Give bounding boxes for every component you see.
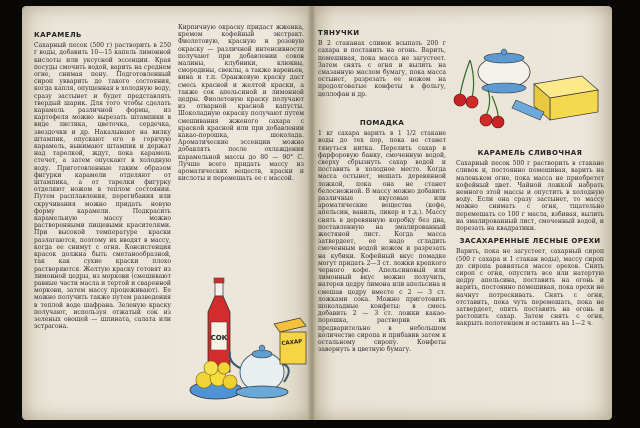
caramel-text: Сахарный песок (500 г) растворить в 250 г воды, добавить 10—15 капель лимонной кислоты или уксусной эссенции. Края посуды смочить водой, варить на среднем огне, снимая пену. Подготовленный сироп увварить до такого состояния, когда капля, опущенная в холодную воду, сразу застынет и будет представлять твердый шарик. Для того чтобы сделать карамель различной формы, из картофеля можно вырезать штампики в виде листика, цветочка, сердечка, звездочки и др. Накалывают на вилку штампик, опускают его в горячую карамель, вынимают штампик и держат над тарелкой, ждут, пока карамель стечет, а затем опускают в холодную воду. Приготовленные таким образом фигурки карамели отделяют от штампика, а от тарелки фигурку отделяют ножом в теплом состоянии. Путем расплавления, перегибания или скручивания можно придать новую форму карамели. Подкрасить карамельную массу можно растворенными пищевыми красителями. При высокой температуре краски разлагаются, поэтому их вводят в массу, когда ее снимут с огня. Консистенция красок должна быть сметанообразной, так как сухие краски плохо растворяются. Желтую краску готовят из лимонной цедры, из моркови (смешивают равные части масла и тертой и сваренной моркови, затем массу процеживают). Ее можно получить также путем разведения в теплой воде шафрана. Зеленую краску получают, используя отжатый сок из зеленых овощей — шпината, салата или эстрагона. bbox=[34, 42, 171, 331]
sugar-box-label: САХАР bbox=[281, 338, 303, 348]
plate-of-oranges-icon bbox=[190, 361, 242, 399]
left-column-1 bbox=[34, 32, 171, 412]
sugar-bowl-icon bbox=[478, 49, 530, 93]
right-column-1b bbox=[318, 120, 446, 412]
sugar-box-icon bbox=[274, 318, 306, 364]
tyanuchki-heading: ТЯНУЧКИ bbox=[318, 30, 360, 37]
candied-nuts-text: Варить, пока не загустеет, сахарный сироп (500 г сахара и 1 стакан воды), массу сироп до сиропа равняться массе орехов. Снять сироп с огня, опустить все или натертую цедру апельсина, поставить на огонь и варить, постоянно помешивая, пока орехи не начнут потрескивать. Снять с огня, отставить, пока чуть перемешать, пока не затвердеет, опять поставить на огонь и растопить сахар. Затем снять с огня, накрыть полотенцем и оставить на 1—2 ч. bbox=[456, 248, 604, 328]
right-column-2 bbox=[456, 150, 604, 412]
tyanuchki-text: В 2 стаканах сливок всыпать 200 г сахара и поставить на огонь. Варить, помешивая, пока масса не загустеет. Затем снять с огня и вылить на смазанную маслом бумагу, пока масса остынет, разрезать ее ножом на продолговатые конфеты в фольгу, целлофан и др. bbox=[318, 40, 446, 98]
cherries-butter-illustration bbox=[452, 20, 604, 160]
pomadka-heading: ПОМАДКА bbox=[359, 120, 405, 127]
right-column-1 bbox=[318, 30, 446, 120]
caramel-heading: КАРАМЕЛЬ bbox=[34, 32, 82, 39]
coloring-text: Кирпичную окраску придаст жженка, кремом кофейный экстракт. Фиолетовую, красную и розовую окраску — различной интенсивности получают при добавлении соков малины, клубники, клюквы, смородины, свеклы, а также вареньев, вина и т.п. Оранжевую краску даст смесь красной и желтой краски, а также сок апельсиной и лимонной цедры. Фиолетовую краску получают из отварной красной капусты. Шоколадную окраску получают путем смешивания жженого сахара с краской красной или при добавлении какао-порошка, шоколада. Ароматические эссенции можно добавлять после охлаждения карамельной массы до 80 — 90° С. Лучше всего придать массу из ароматических веществ, краски и кислоты и перемешать ее с массой. bbox=[178, 24, 304, 183]
left-column-2 bbox=[178, 24, 304, 272]
candy-illustration bbox=[188, 272, 308, 412]
juice-bottle-icon bbox=[208, 278, 230, 372]
book-spine bbox=[308, 6, 316, 420]
candied-nuts-heading: ЗАСАХАРЕННЫЕ ЛЕСНЫЕ ОРЕХИ bbox=[459, 237, 601, 246]
pomadka-text: 1 кг сахара варить в 1 1/2 стакане воды до тех пор, пока не станет тянуться нитка. Перелить сахар в фарфоровую банку, смоченную водой, сверху сбрызнуть сахар водой и поставить в холодное место. Когда масса остынет, мешать деревянной ложкой, пока она не станет белоснежной. В массу можно добавить различные вкусовые или ароматические вещества (кофе, апельсин, ваниль, ликер и т.д.). Массу снять в деревянную коробку без дна, поставленную на эмалированный жестяной лист. Когда масса затвердеет, ее надо сгладить смоченным водой ножом и разрезать на кубики. Кофейный вкус помадке могут придать 2—3 ст. ложки крепкого черного кофе. Апельсиновый или лимонный вкус можно получить, натерев цедру лимона или апельсина и смешав цедру вместе с 2 — 3 ст. ложками сока. Можно приготовить шоколадные конфеты: в смесь добавить 2 — 3 ст. ложки какао-порошка, растворив их предварительно в небольшом количестве сиропа и прибавив затем к остальному сиропу. Конфеты завернуть в цветную бумагу. bbox=[318, 130, 446, 354]
bottle-label: СОК bbox=[210, 334, 228, 342]
cream-caramel-heading: КАРАМЕЛЬ СЛИВОЧНАЯ bbox=[477, 150, 583, 157]
cream-caramel-text: Сахарный песок 500 г растворить в стакане сливок и, постоянно помешивая, варить на маленьком огне, пока масса не приобретет кофейный цвет. Чайной ложкой набрать немного этой массы и опустить в холодную воду. Если она сразу застынет, то массу можно снимать с огня, тщательно перемешать со 100 г масла, взбивая, вылить на эмалированный лист, смоченный водой, и порезать на квадратики. bbox=[456, 160, 604, 233]
butter-block-icon bbox=[512, 76, 598, 120]
